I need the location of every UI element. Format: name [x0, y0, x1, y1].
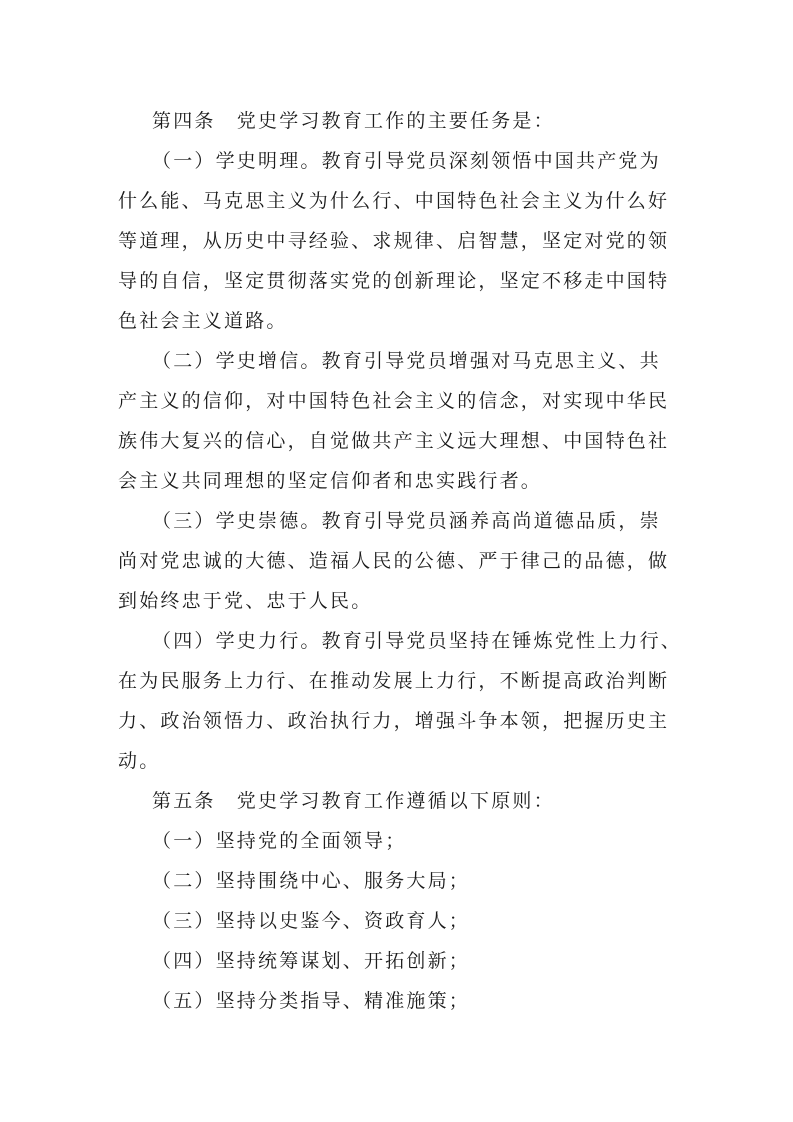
- paragraph-line: 到始终忠于党、忠于人民。: [118, 590, 373, 612]
- paragraph-line: （四）学史力行。教育引导党员坚持在锤炼党性上力行、: [152, 630, 683, 652]
- paragraph-line: 动。: [118, 750, 161, 772]
- article-5-heading: 第五条 党史学习教育工作遵循以下原则：: [152, 790, 555, 812]
- principle-item: （二）坚持围绕中心、服务大局；: [152, 870, 471, 892]
- paragraph-line: （一）学史明理。教育引导党员深刻领悟中国共产党为: [152, 150, 661, 172]
- paragraph-line: 色社会主义道路。: [118, 310, 288, 332]
- paragraph-line: 尚对党忠诚的大德、造福人民的公德、严于律己的品德，做: [118, 550, 670, 572]
- paragraph-line: 产主义的信仰，对中国特色社会主义的信念，对实现中华民: [118, 390, 670, 412]
- principle-item: （五）坚持分类指导、精准施策；: [152, 990, 471, 1012]
- paragraph-line: 什么能、马克思主义为什么行、中国特色社会主义为什么好: [118, 190, 670, 212]
- paragraph-line: 族伟大复兴的信心，自觉做共产主义远大理想、中国特色社: [118, 430, 670, 452]
- paragraph-line: 导的自信，坚定贯彻落实党的创新理论，坚定不移走中国特: [118, 270, 670, 292]
- principle-item: （一）坚持党的全面领导；: [152, 830, 407, 852]
- principle-item: （三）坚持以史鉴今、资政育人；: [152, 910, 471, 932]
- paragraph-line: （二）学史增信。教育引导党员增强对马克思主义、共: [152, 350, 661, 372]
- paragraph-line: 会主义共同理想的坚定信仰者和忠实践行者。: [118, 470, 543, 492]
- paragraph-line: 在为民服务上力行、在推动发展上力行，不断提高政治判断: [118, 670, 670, 692]
- article-4-heading: 第四条 党史学习教育工作的主要任务是：: [152, 110, 555, 132]
- principle-item: （四）坚持统筹谋划、开拓创新；: [152, 950, 471, 972]
- paragraph-line: 等道理，从历史中寻经验、求规律、启智慧，坚定对党的领: [118, 230, 670, 252]
- paragraph-line: （三）学史崇德。教育引导党员涵养高尚道德品质，崇: [152, 510, 661, 532]
- paragraph-line: 力、政治领悟力、政治执行力，增强斗争本领，把握历史主: [118, 710, 670, 732]
